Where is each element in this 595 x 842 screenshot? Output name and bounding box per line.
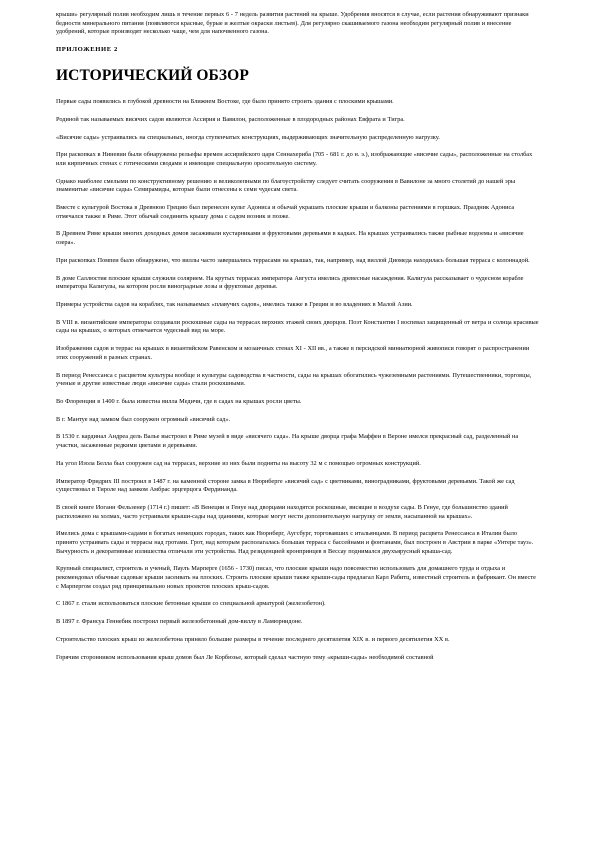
paragraph: В г. Мантуе над замком был сооружен огромный «висячий сад». (56, 415, 231, 423)
paragraph: В доме Саллюстия плоские крыши служили солярием. На крутых террасах императора Августа имелись древесные насаждения. Калигула рассказывает о чудесном корабле императора Калигулы, на котором росли виноградные лозы и фруктовые деревья. (56, 274, 524, 291)
paragraph: Крупный специалист, строитель и ученый, Паулъ Марперге (1656 - 1730) писал, что плоские крыши надо повсеместно использовать для домашнего труда и отдыха и рекомендовал обычные садовые крыши засеивать на плоских. Строить плоские крыши также крыши-сады предлагал Карл Рабитц, известный строитель и фабрикант. Он вместе с Марпергом создал ряд принципиально новых проектов плоских крыш-садов. (56, 565, 536, 590)
paragraph: Первые сады появились в глубокой древности на Ближнем Востоке, где было принято строить здания с плоскими крышами. (56, 97, 394, 105)
paragraph: С 1867 г. стали использоваться плоские бетонные крыши со специальной арматурой (железобетон). (56, 600, 326, 608)
paragraph: Однако наиболее смелыми по конструктивному решению и великолепными по благоустройству следует считать сооружения в Вавилоне за много столетий до нашей эры знаменитые «висячие сады» Семирамиды, которые были отнесены к семи чудесам света. (56, 177, 516, 194)
paragraph: Строительство плоских крыш из железобетона приняло большие размеры в течение последнего десятилетия XIX в. и первого десятилетия XX в. (56, 635, 450, 643)
paragraph: В 1530 г. кардинал Андреа дель Валье выстроил в Риме музей в виде «висячего сада». На крыше дворца графа Маффеи в Вероне имелся прекрасный сад, разделенный на участки, засаженные редкими цветами и деревьями. (56, 433, 519, 450)
paragraph: Родиной так называемых висячих садов являются Ассирия и Вавилон, расположенные в плодородных районах Евфрата и Тигра. (56, 115, 405, 123)
paragraph: Горячим сторонником использования крыш домов был Ле Корбюзье, который сделал частную тему «крыши-сады» необходимой составной (56, 653, 434, 661)
page-title: ИСТОРИЧЕСКИЙ ОБЗОР (56, 66, 249, 84)
paragraph: Во Флоренции в 1400 г. была известна вилла Медичи, где в садах на крышах росли цветы. (56, 397, 302, 405)
paragraph: «Висячие сады» устраивались на специальных, иногда ступенчатых конструкциях, выдерживающих значительную распределенную нагрузку. (56, 133, 440, 141)
paragraph: Вместе с культурой Востока в Древнюю Грецию был перенесен культ Адониса и обычай украшать плоские крыши и балконы растениями в горшках. Праздник Адониса отмечался также в Риме. Этот обычай соединить крышу дома с садом возник и позже. (56, 204, 515, 220)
appendix-label: ПРИЛОЖЕНИЕ 2 (56, 45, 118, 53)
paragraph: Примеры устройства садов на кораблях, так называемых «плавучих садов», имелись также в Греции и во владениях в Малой Азии. (56, 300, 413, 308)
intro-paragraph: крыши» регулярный полив необходим лишь в течение первых 6 - 7 недель развития растений на крыше. Удобрения вносятся в случае, если растения обнаруживают признаки бедности минерального питания (появляются красные, бурые и желтые окраски листьев). Для регулярно скашиваемого газона необходим регулярный полив и внесение удобрений, которые производят несколько чаще, чем для напочвенного газона. (56, 11, 529, 36)
paragraph: Изображения садов и террас на крышах в византийском Равенском и мозаичных стенах XI - XII вв., а также в персидской миниатюрной живописи говорят о распространении этих сооружений в разных странах. (56, 345, 530, 361)
paragraph: При раскопках Помпеи было обнаружено, что виллы часто завершались террасами на крышах, так, например, над виллой Диомеда находилась большая терраса с колоннадой. (56, 256, 530, 264)
paragraph: В своей книге Иоганн Фельзенер (1714 г.) пишет: «В Венеции и Генуе над дворцами находятся роскошные, висящие в воздухе сады. В Генуе, где большинство зданий расположено на холмах, часто устраивали крыши-сады над зданиями, которые могут нести дополнительную нагрузку от земли, насыпанной на крышах». (56, 503, 508, 520)
paragraph: Имелись дома с крышами-садами в богатых немецких городах, таких как Нюрнберг, Аугсбург, торговавших с итальянцами. В период расцвета Ренессанса в Италии было принято устраивать сады и террасы над гротами. Грот, над которым располагалась большая терраса с бассейнами и фонтанами, был построен в Австрии в парке «Унтере тауз». Вычурность и декоративные излишества отличали эти устройства. Над резиденцией кронпринцев в Вессау поднимался двухъярусный крыша-сад. (56, 530, 534, 555)
paragraph: Император Фридрих III построил в 1487 г. на каменной стороне замка в Нюрнберге «висячий сад» с цветниками, виноградниками, фруктовыми деревьями. Такой же сад существовал в Тироле над замком Амбрас эрцгерцога Фердинанда. (56, 477, 515, 494)
paragraph: В 1897 г. Франсуа Геннебик построил первый железобетонный дом-виллу в Ламюрнидоне. (56, 618, 303, 626)
paragraph: В VIII в. византийские императоры создавали роскошные сады на террасах верхних этажей своих дворцов. Поэт Константин I воспевал защищенный от ветра и солнца красивые сады на крышах, о которых отмечается чудесный вид на море. (56, 318, 539, 335)
paragraph: При раскопках в Ниневии были обнаружены рельефы времен ассирийского царя Сеннахериба (705 - 681 г. до н. э.), изображающие «висячие сады», расположенные на столбах или кирпичных стенах с готическими сводами и имеющие специальную оросительную систему. (56, 151, 533, 167)
body-text (56, 98, 539, 662)
paragraph: На угол Изола Белла был сооружен сад на террасах, верхние из них были подняты на высоту 32 м с помощью огромных конструкций. (56, 459, 421, 467)
paragraph: В период Ренессанса с расцветом культуры вообще и культуры садоводства в частности, сады на крышах обогатились чужеземными растениями. Путешественники, торговцы, ученые и другие известные люди «висячие сады» стали роскошными. (56, 371, 532, 388)
paragraph: В Древнем Риме крыши многих доходных домов засаживали кустарниками и фруктовыми деревьями в кадках. На крышах устраивались также рыбные водоемы и «висячие озера». (56, 230, 524, 247)
